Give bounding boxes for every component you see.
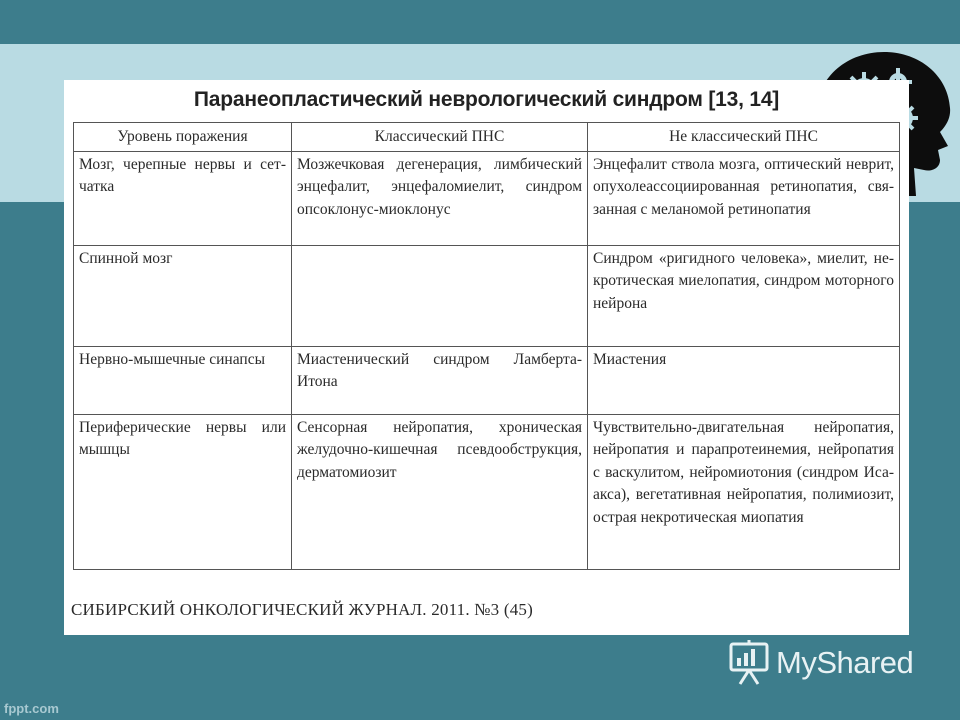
table-row: [74, 415, 900, 570]
presentation-board-icon: [728, 640, 770, 686]
cell-nonclassic: Синдром «ригидного человека», миелит, не-кротическая миелопатия, синдром моторного нейрона: [588, 246, 900, 347]
cell-classic: Миастенический синдром Ламберта-Итона: [292, 347, 588, 415]
slide-title: Паранеопластический неврологический синдром [13, 14]: [193, 88, 780, 111]
cell-nonclassic: Чувствительно-двигательная нейропатия, нейропатия и парапротеинемия, нейропатия с васкулитом, нейромиотония (синдром Иса-акса), вегетативная нейропатия, полимиозит, острая некротическая миопатия: [588, 415, 900, 570]
cell-classic: Сенсорная нейропатия, хроническая желудочно-кишечная псевдообструкция, дерматомиозит: [292, 415, 588, 570]
myshared-watermark[interactable]: [728, 640, 913, 686]
myshared-label: MyShared: [776, 645, 914, 680]
cell-nonclassic: Миастения: [588, 347, 900, 415]
journal-citation: СИБИРСКИЙ ОНКОЛОГИЧЕСКИЙ ЖУРНАЛ. 2011. №3 (45): [71, 600, 533, 619]
cell-level: Спинной мозг: [74, 246, 292, 347]
table-row: [74, 347, 900, 415]
cell-level: Нервно-мышечные синапсы: [74, 347, 292, 415]
fppt-footer[interactable]: fppt.com: [4, 701, 59, 716]
cell-classic: [292, 246, 588, 347]
cell-nonclassic: Энцефалит ствола мозга, оптический неврит, опухолеассоциированная ретинопатия, свя-занная с меланомой ретинопатия: [588, 152, 900, 246]
cell-level: Мозг, черепные нервы и сет-чатка: [74, 152, 292, 246]
cell-level: Периферические нервы или мышцы: [74, 415, 292, 570]
cell-classic: Мозжечковая дегенерация, лимбический энцефалит, энцефаломиелит, синдром опсоклонус-миоклонус: [292, 152, 588, 246]
table-row: [74, 246, 900, 347]
slide-panel: [64, 80, 909, 635]
top-band: [0, 0, 960, 44]
header-level: Уровень поражения: [74, 123, 292, 152]
table-row: [74, 152, 900, 246]
header-classic: Классический ПНС: [292, 123, 588, 152]
header-nonclassic: Не классический ПНС: [588, 123, 900, 152]
table-header-row: [74, 123, 900, 152]
syndrome-table: [73, 122, 900, 570]
